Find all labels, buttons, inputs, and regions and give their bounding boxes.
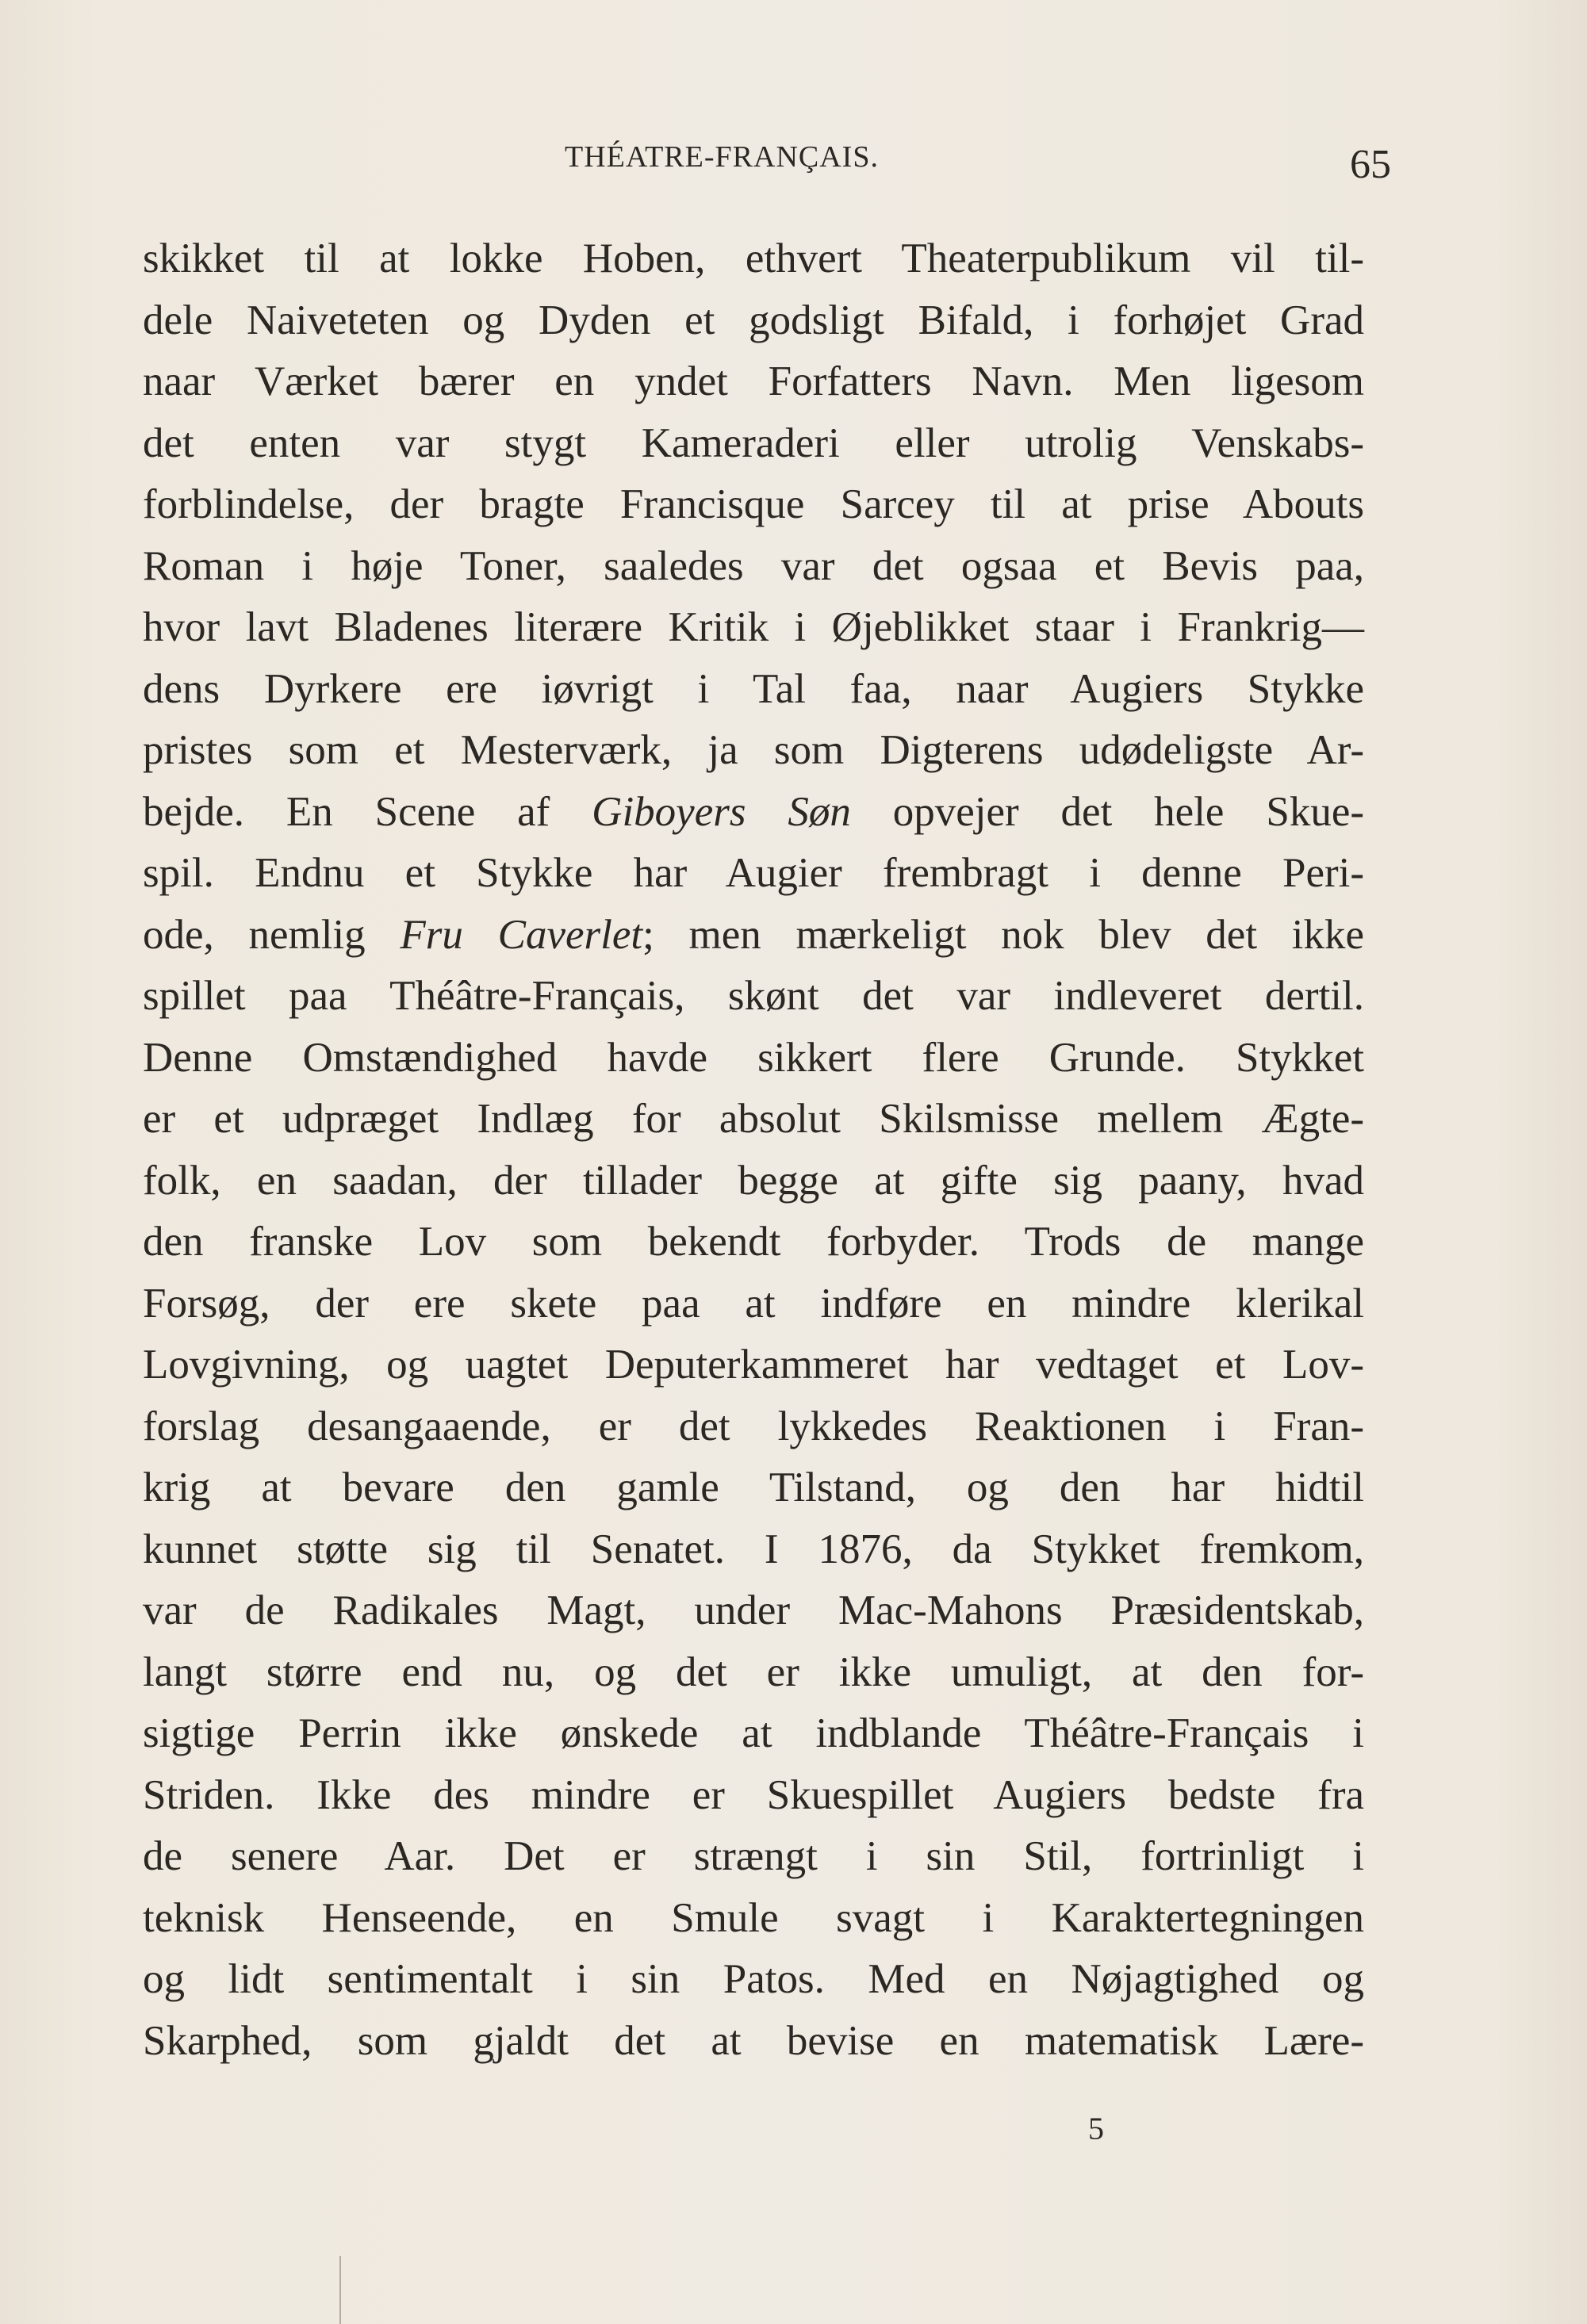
signature-mark: 5 xyxy=(1088,2111,1104,2146)
text-line: naar Værket bærer en yndet Forfatters Navn. Men ligesom xyxy=(143,358,1364,404)
text-line: spillet paa Théâtre-Français, skønt det var indleveret dertil. xyxy=(143,973,1364,1019)
text-line: det enten var stygt Kameraderi eller utrolig Venskabs- xyxy=(143,419,1364,466)
text-line: skikket til at lokke Hoben, ethvert Theaterpublikum vil til- xyxy=(143,235,1364,281)
text-line: spil. Endnu et Stykke har Augier frembragt i denne Peri- xyxy=(143,850,1364,896)
text-line: Skarphed, som gjaldt det at bevise en matematisk Lære- xyxy=(143,2017,1364,2064)
text-line xyxy=(143,782,1364,844)
play-title-fru-caverlet: Fru Caverlet xyxy=(400,911,643,958)
text-line: teknisk Henseende, en Smule svagt i Karaktertegningen xyxy=(143,1894,1364,1941)
text-line: var de Radikales Magt, under Mac-Mahons Præsidentskab, xyxy=(143,1587,1364,1633)
text-line: Lovgivning, og uagtet Deputerkammeret har vedtaget et Lov- xyxy=(143,1342,1364,1388)
text-line: de senere Aar. Det er strængt i sin Stil, fortrinligt i xyxy=(143,1833,1364,1879)
body-text xyxy=(143,228,1364,2072)
running-title: THÉATRE-FRANÇAIS. xyxy=(565,140,879,174)
text-line: forblindelse, der bragte Francisque Sarcey til at prise Abouts xyxy=(143,481,1364,527)
running-head xyxy=(0,133,1587,187)
text-line: folk, en saadan, der tillader begge at gifte sig paany, hvad xyxy=(143,1157,1364,1204)
text-line: Denne Omstændighed havde sikkert flere Grunde. Stykket xyxy=(143,1034,1364,1081)
line-text: opvejer det hele Skue- xyxy=(850,788,1364,835)
text-line: krig at bevare den gamle Tilstand, og den har hidtil xyxy=(143,1464,1364,1510)
text-line: og lidt sentimentalt i sin Patos. Med en Nøjagtighed og xyxy=(143,1956,1364,2002)
play-title-giboyers-son: Giboyers Søn xyxy=(592,788,851,835)
line-text: bejde. En Scene af xyxy=(143,788,592,835)
page-number: 65 xyxy=(1350,142,1391,187)
text-line: den franske Lov som bekendt forbyder. Trods de mange xyxy=(143,1219,1364,1265)
text-line: Forsøg, der ere skete paa at indføre en mindre klerikal xyxy=(143,1280,1364,1327)
text-line: er et udpræget Indlæg for absolut Skilsmisse mellem Ægte- xyxy=(143,1096,1364,1142)
text-line: kunnet støtte sig til Senatet. I 1876, da Stykket fremkom, xyxy=(143,1526,1364,1572)
text-line: langt større end nu, og det er ikke umuligt, at den for- xyxy=(143,1648,1364,1695)
line-text: ; men mærkeligt nok blev det ikke xyxy=(642,911,1364,958)
page-edge-mark xyxy=(339,2256,341,2324)
text-line: pristes som et Mesterværk, ja som Digterens udødeligste Ar- xyxy=(143,727,1364,773)
text-line: dens Dyrkere ere iøvrigt i Tal faa, naar Augiers Stykke xyxy=(143,665,1364,712)
text-line xyxy=(143,905,1364,967)
text-line: sigtige Perrin ikke ønskede at indblande Théâtre-Français i xyxy=(143,1710,1364,1756)
text-line: Roman i høje Toner, saaledes var det ogsaa et Bevis paa, xyxy=(143,542,1364,589)
text-line: dele Naiveteten og Dyden et godsligt Bifald, i forhøjet Grad xyxy=(143,297,1364,343)
text-line: hvor lavt Bladenes literære Kritik i Øjeblikket staar i Frankrig— xyxy=(143,604,1364,650)
line-text: ode, nemlig xyxy=(143,911,401,958)
text-line: forslag desangaaende, er det lykkedes Reaktionen i Fran- xyxy=(143,1403,1364,1449)
text-line: Striden. Ikke des mindre er Skuespillet Augiers bedste fra xyxy=(143,1771,1364,1818)
